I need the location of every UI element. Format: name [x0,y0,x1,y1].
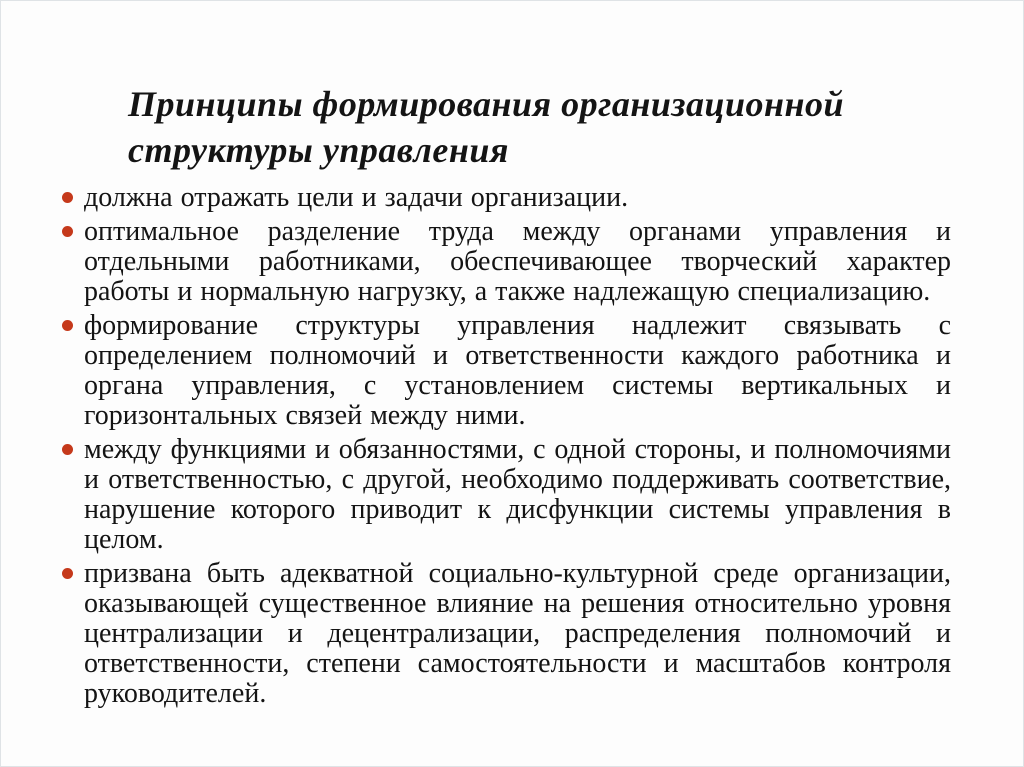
bullet-dot-icon [62,444,73,455]
bullet-item [57,435,951,555]
bullet-dot-icon [62,568,73,579]
bullet-item [57,559,951,709]
bullet-list [57,183,951,713]
bullet-dot-icon [62,192,73,203]
bullet-dot-icon [62,320,73,331]
bullet-text: между функциями и обязанностями, с одной стороны, и полномочиями и ответственностью, с другой, необходимо поддерживать соответствие, нарушение которого приводит к дисфункции системы управления в целом. [84,434,951,555]
bullet-dot-icon [62,226,73,237]
bullet-text: формирование структуры управления надлежит связывать с определением полномочий и ответственности каждого работника и органа управления, с установлением системы вертикальных и горизонтальных связей между ними. [84,310,951,431]
slide-title-line-2: структуры управления [128,130,509,170]
bullet-item [57,311,951,431]
bullet-item [57,217,951,307]
slide-title-line-1: Принципы формирования организационной [128,84,844,124]
bullet-item [57,183,951,213]
bullet-text: призвана быть адекватной социально-культурной среде организации, оказывающей существенное влияние на решения относительно уровня централизации и децентрализации, распределения полномочий и ответственности, степени самостоятельности и масштабов контроля руководителей. [84,558,951,709]
bullet-text: должна отражать цели и задачи организации. [84,182,629,213]
bullet-text: оптимальное разделение труда между органами управления и отдельными работниками, обеспечивающее творческий характер работы и нормальную нагрузку, а также надлежащую специализацию. [84,216,951,307]
slide-title [128,81,918,173]
